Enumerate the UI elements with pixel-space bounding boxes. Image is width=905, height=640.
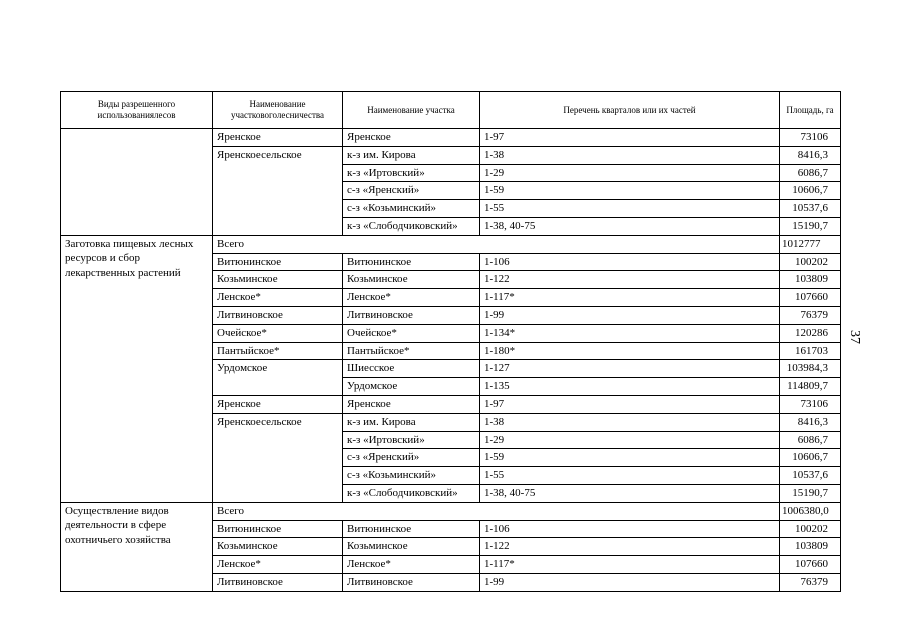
quarters-cell: 1-38, 40-75 xyxy=(480,484,780,502)
plot-cell: Литвиновское xyxy=(343,306,480,324)
area-cell: 100202 xyxy=(780,253,841,271)
header-quarters: Перечень кварталов или их частей xyxy=(480,92,780,129)
quarters-cell: 1-106 xyxy=(480,253,780,271)
plot-cell: Козьминское xyxy=(343,538,480,556)
quarters-cell: 1-180* xyxy=(480,342,780,360)
table-row xyxy=(61,129,841,147)
quarters-cell: 1-59 xyxy=(480,182,780,200)
area-cell: 161703 xyxy=(780,342,841,360)
quarters-cell: 1-99 xyxy=(480,573,780,591)
plot-cell: Яренское xyxy=(343,129,480,147)
area-cell: 120286 xyxy=(780,324,841,342)
plot-cell: с-з «Козьминский» xyxy=(343,200,480,218)
quarters-cell: 1-97 xyxy=(480,129,780,147)
plot-cell: Витюнинское xyxy=(343,520,480,538)
area-cell: 10606,7 xyxy=(780,182,841,200)
area-cell: 10537,6 xyxy=(780,467,841,485)
table-row xyxy=(61,502,841,520)
quarters-cell: 1-38, 40-75 xyxy=(480,217,780,235)
table-header-row xyxy=(61,92,841,129)
plot-cell: Пантыйское* xyxy=(343,342,480,360)
area-cell: 107660 xyxy=(780,289,841,307)
forestry-cell: Козьминское xyxy=(213,271,343,289)
quarters-cell: 1-55 xyxy=(480,467,780,485)
quarters-cell: 1-59 xyxy=(480,449,780,467)
area-cell: 10606,7 xyxy=(780,449,841,467)
area-cell: 73106 xyxy=(780,129,841,147)
quarters-cell: 1-29 xyxy=(480,164,780,182)
use-type-cell: Осуществление видов деятельности в сфере охотничьего хозяйства xyxy=(61,502,213,591)
area-cell: 100202 xyxy=(780,520,841,538)
forestry-cell: Ленское* xyxy=(213,289,343,307)
use-type-cell: Заготовка пищевых лесных ресурсов и сбор лекарственных растений xyxy=(61,235,213,502)
plot-cell: Яренское xyxy=(343,395,480,413)
plot-cell: к-з «Иртовский» xyxy=(343,431,480,449)
area-cell: 103809 xyxy=(780,271,841,289)
quarters-cell: 1-38 xyxy=(480,146,780,164)
quarters-cell: 1-117* xyxy=(480,289,780,307)
plot-cell: Козьминское xyxy=(343,271,480,289)
quarters-cell: 1-134* xyxy=(480,324,780,342)
forest-use-table xyxy=(60,91,841,592)
header-forestry: Наименование участковоголесничества xyxy=(213,92,343,129)
plot-cell: Ленское* xyxy=(343,289,480,307)
forestry-cell: Яренское xyxy=(213,395,343,413)
plot-cell: с-з «Козьминский» xyxy=(343,467,480,485)
quarters-cell: 1-117* xyxy=(480,556,780,574)
area-cell: 6086,7 xyxy=(780,431,841,449)
quarters-cell: 1-97 xyxy=(480,395,780,413)
plot-cell: к-з «Слободчиковский» xyxy=(343,217,480,235)
plot-cell: Урдомское xyxy=(343,378,480,396)
area-cell: 6086,7 xyxy=(780,164,841,182)
header-use-type: Виды разрешенного использованиялесов xyxy=(61,92,213,129)
plot-cell: Витюнинское xyxy=(343,253,480,271)
header-area: Площадь, га xyxy=(780,92,841,129)
plot-cell: к-з «Иртовский» xyxy=(343,164,480,182)
area-cell: 15190,7 xyxy=(780,217,841,235)
table-row xyxy=(61,235,841,253)
area-cell: 73106 xyxy=(780,395,841,413)
forestry-cell: Пантыйское* xyxy=(213,342,343,360)
area-cell: 15190,7 xyxy=(780,484,841,502)
area-cell: 76379 xyxy=(780,573,841,591)
area-cell: 76379 xyxy=(780,306,841,324)
forestry-cell: Витюнинское xyxy=(213,253,343,271)
area-cell: 114809,7 xyxy=(780,378,841,396)
area-cell: 8416,3 xyxy=(780,146,841,164)
area-cell: 8416,3 xyxy=(780,413,841,431)
area-cell: 103809 xyxy=(780,538,841,556)
quarters-cell: 1-106 xyxy=(480,520,780,538)
plot-cell: Ленское* xyxy=(343,556,480,574)
quarters-cell: 1-127 xyxy=(480,360,780,378)
forestry-cell: Яренское xyxy=(213,129,343,147)
area-cell: 10537,6 xyxy=(780,200,841,218)
plot-cell: Литвиновское xyxy=(343,573,480,591)
total-label-cell: Всего xyxy=(213,502,780,520)
quarters-cell: 1-38 xyxy=(480,413,780,431)
forestry-cell: Урдомское xyxy=(213,360,343,396)
plot-cell: Очейское* xyxy=(343,324,480,342)
forestry-cell: Очейское* xyxy=(213,324,343,342)
area-cell: 107660 xyxy=(780,556,841,574)
quarters-cell: 1-122 xyxy=(480,271,780,289)
plot-cell: с-з «Яренский» xyxy=(343,182,480,200)
total-label-cell: Всего xyxy=(213,235,780,253)
quarters-cell: 1-122 xyxy=(480,538,780,556)
forestry-cell: Яренскоесельское xyxy=(213,146,343,235)
header-plot: Наименование участка xyxy=(343,92,480,129)
plot-cell: к-з «Слободчиковский» xyxy=(343,484,480,502)
plot-cell: к-з им. Кирова xyxy=(343,413,480,431)
forestry-cell: Витюнинское xyxy=(213,520,343,538)
plot-cell: к-з им. Кирова xyxy=(343,146,480,164)
forestry-cell: Ленское* xyxy=(213,556,343,574)
quarters-cell: 1-99 xyxy=(480,306,780,324)
use-type-cell xyxy=(61,129,213,236)
plot-cell: Шиесское xyxy=(343,360,480,378)
quarters-cell: 1-135 xyxy=(480,378,780,396)
forestry-cell: Козьминское xyxy=(213,538,343,556)
area-cell: 103984,3 xyxy=(780,360,841,378)
forestry-cell: Литвиновское xyxy=(213,306,343,324)
plot-cell: с-з «Яренский» xyxy=(343,449,480,467)
quarters-cell: 1-55 xyxy=(480,200,780,218)
quarters-cell: 1-29 xyxy=(480,431,780,449)
page-number: 37 xyxy=(847,330,862,344)
total-area-cell: 1006380,0 xyxy=(780,502,841,520)
total-area-cell: 1012777 xyxy=(780,235,841,253)
forestry-cell: Литвиновское xyxy=(213,573,343,591)
forestry-cell: Яренскоесельское xyxy=(213,413,343,502)
